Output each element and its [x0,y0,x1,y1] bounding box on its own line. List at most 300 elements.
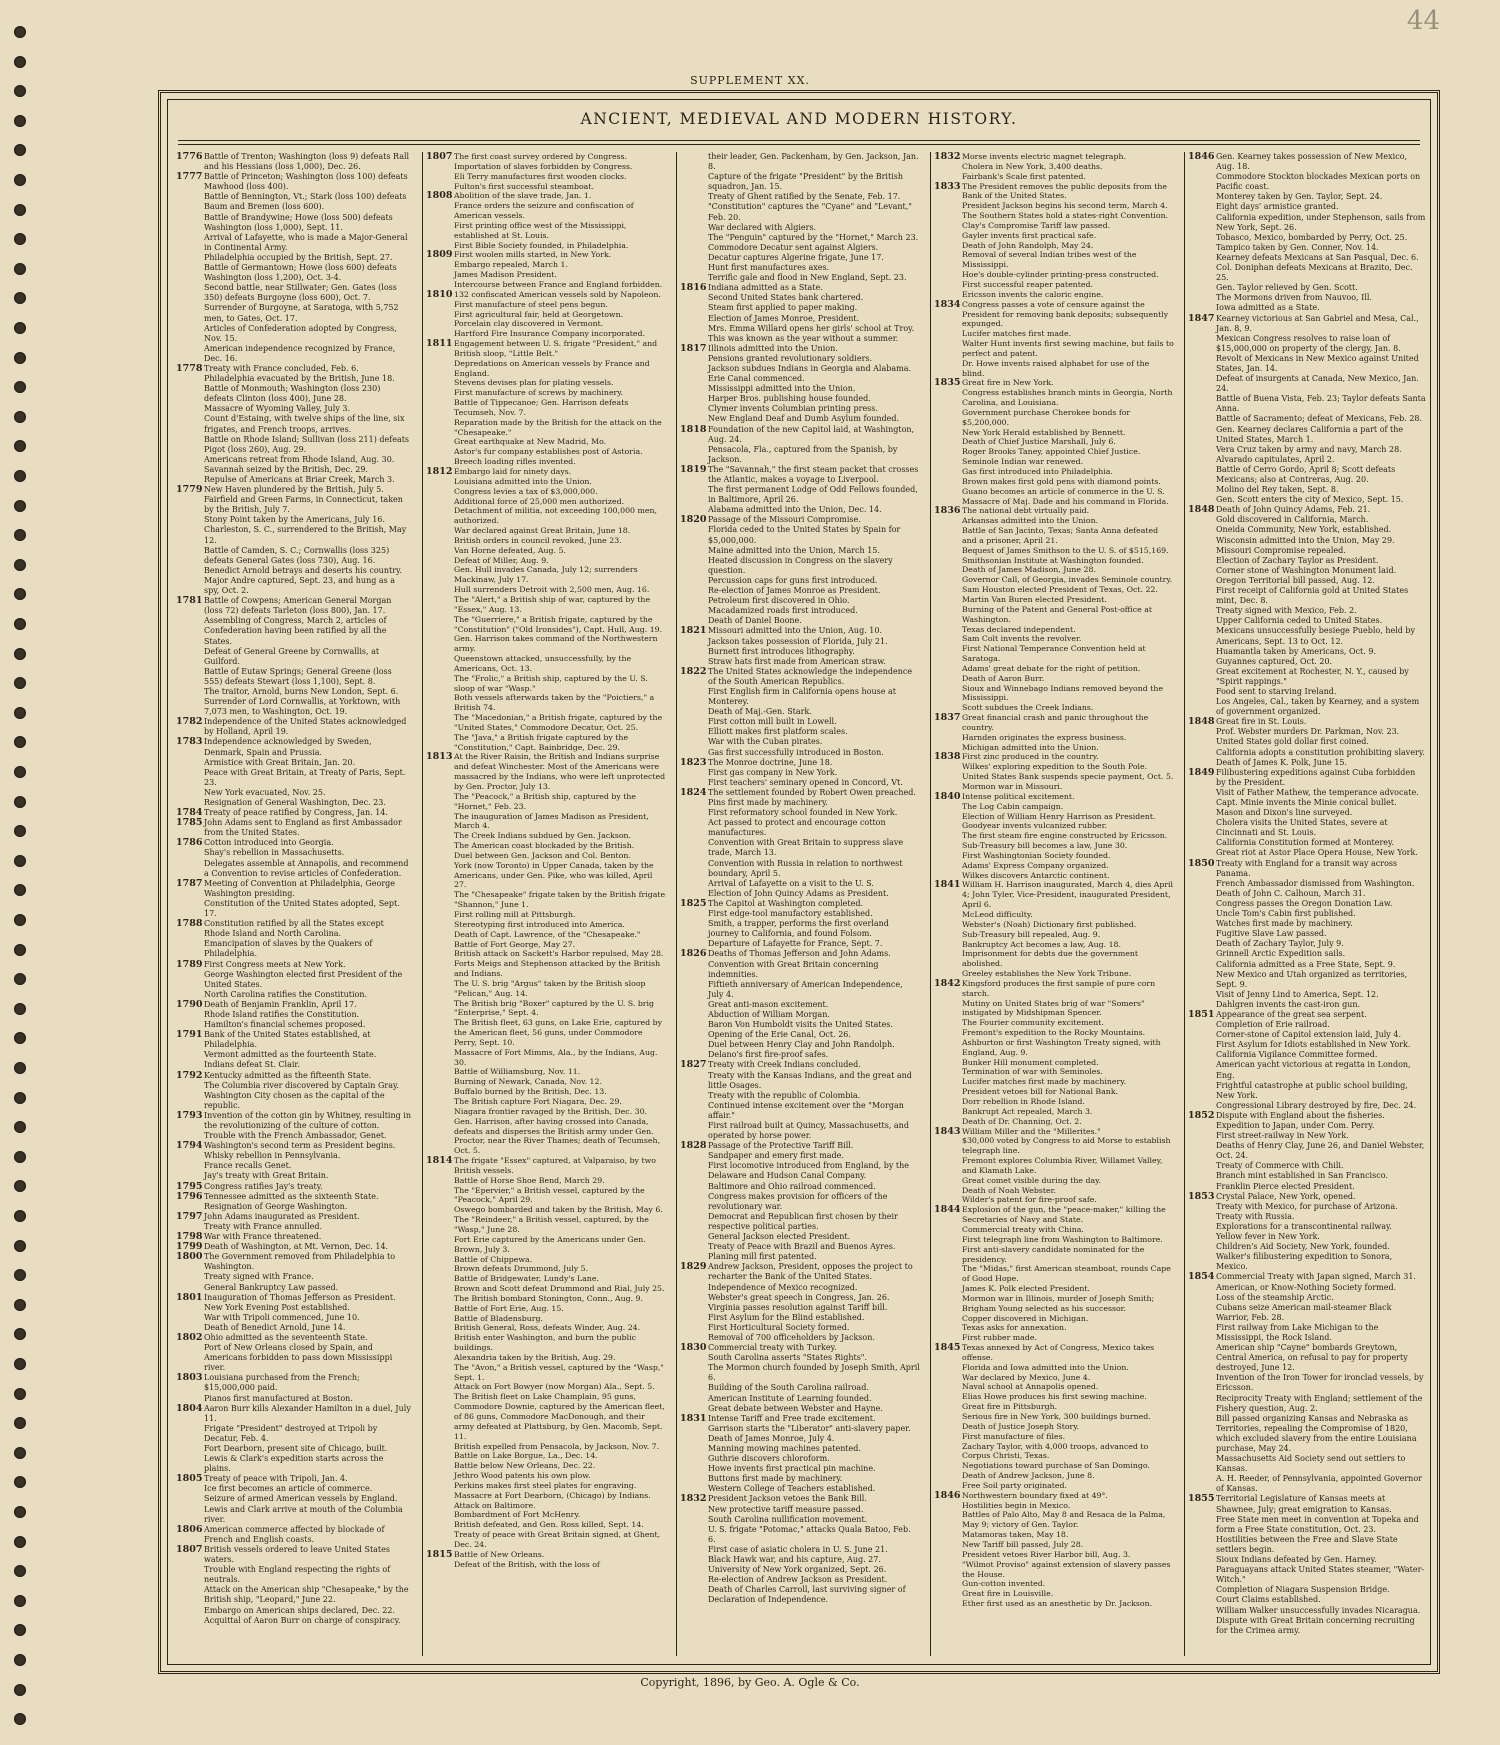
history-entry [1188,1040,1428,1050]
history-entry [176,616,414,646]
entry-event: Astor's fur company establishes post of Astoria. [454,447,643,457]
history-entry [934,182,1176,202]
history-entry [1188,1494,1428,1514]
history-entry [934,1097,1176,1107]
entry-event: Huamantla taken by Americans, Oct. 9. [1216,646,1376,656]
binding-hole [14,944,26,956]
history-entry [934,1186,1176,1196]
history-entry [426,260,668,270]
entry-event: Death of Noah Webster. [962,1185,1056,1195]
entry-event: War declared with Algiers. [708,222,817,232]
entry-event: Fairfield and Green Farms, in Connecticut, taken by the British, July 7. [204,495,403,515]
history-entry [176,596,414,616]
history-entry [1188,949,1428,959]
history-entry [934,1058,1176,1068]
history-entry [680,1000,922,1010]
entry-event: British attack on Sackett's Harbor repulsed, May 28. [454,949,664,959]
history-entry [1188,1060,1428,1080]
history-entry [680,1575,922,1585]
entry-event: Greeley establishes the New York Tribune. [962,969,1132,979]
history-entry [934,221,1176,231]
history-entry [934,556,1176,566]
history-entry [1188,445,1428,455]
history-entry [426,1077,668,1087]
entry-event: Children's Aid Society, New York, founded. [1216,1242,1390,1252]
entry-event: Deaths of Thomas Jefferson and John Adams. [708,949,891,959]
history-entry [680,1494,922,1504]
history-entry [1188,172,1428,192]
entry-event: First railroad built at Quincy, Massachusetts, and operated by horse power. [708,1121,909,1141]
entry-event: Battle of Chippewa. [454,1254,533,1264]
history-entry [934,841,1176,851]
entry-event: Embargo laid for ninety days. [454,467,572,476]
entry-event: Mason and Dixon's line surveyed. [1216,808,1353,818]
history-entry [1188,1515,1428,1535]
history-entry [680,465,922,485]
entry-event: Mississippi admitted into the Union. [708,384,856,394]
entry-event: Stereotyping first introduced into America. [454,919,625,929]
entry-event: Defeat of the British, with the loss of [454,1559,600,1569]
entry-event: The "Penguin" captured by the "Hornet," March 23. [708,232,919,242]
history-entry [680,1333,922,1343]
binding-hole [14,1062,26,1074]
history-entry [426,1442,668,1452]
entry-event: Walter Hunt invents first sewing machine, but fails to perfect and patent. [962,339,1174,358]
history-entry [934,506,1176,516]
entry-event: Battle on Rhode Island; Sullivan (loss 211) defeats Pigot (loss 260), Aug. 29. [204,434,410,454]
history-entry [1188,1030,1428,1040]
entry-event: A. H. Reeder, of Pennsylvania, appointed Governor of Kansas. [1216,1474,1422,1494]
history-entry [680,1141,922,1151]
entry-event: New Haven plundered by the British, July 5. [204,485,384,495]
entry-year: 1809 [426,249,453,261]
history-entry [680,314,922,324]
history-entry [934,231,1176,241]
entry-event: John Adams sent to England as first Ambassador from the United States. [204,818,402,838]
binding-hole [14,1476,26,1488]
history-entry [176,172,414,192]
entry-event: Second United States bank chartered. [708,293,864,303]
history-entry [176,939,414,959]
entry-event: Wisconsin admitted into the Union, May 29. [1216,535,1395,545]
entry-event: Death of Chief Justice Marshall, July 6. [962,437,1116,447]
column-divider [676,152,677,1656]
entry-event: Cholera in New York, 3,400 deaths. [962,161,1103,171]
entry-event: The frigate "Essex" captured, at Valparaiso, by two British vessels. [454,1156,656,1175]
entry-event: First locomotive introduced from England, by the Delaware and Hudson Canal Company. [708,1161,909,1181]
history-entry [934,1560,1176,1580]
entry-year: 1816 [680,282,707,294]
history-entry [934,565,1176,575]
history-entry [934,782,1176,792]
entry-event: Death of Benjamin Franklin, April 17. [204,999,357,1009]
entry-event: Los Angeles, Cal., taken by Kearney, and a system of government organized. [1216,697,1420,717]
entry-event: Death of Zachary Taylor, July 9. [1216,939,1344,949]
entry-event: Convention with Great Britain concerning indemnities. [708,959,879,979]
entry-year: 1815 [426,1548,453,1560]
entry-event: Hartford Fire Insurance Company incorporated. [454,329,645,339]
entry-event: Sioux Indians defeated by Gen. Harney. [1216,1555,1377,1565]
entry-event: First case of asiatic cholera in U. S. June 21. [708,1544,888,1554]
history-entry [934,270,1176,280]
entry-event: Duel between Gen. Jackson and Col. Benton. [454,850,631,860]
history-entry [680,586,922,596]
history-entry [680,889,922,899]
history-entry [934,1530,1176,1540]
binding-hole [14,529,26,541]
history-entry [426,319,668,329]
entry-event: The first permanent Lodge of Odd Fellows founded, in Baltimore, April 26. [708,485,918,505]
history-entry [1188,1111,1428,1121]
entry-event: Brown makes first gold pens with diamond points. [962,476,1161,486]
entry-event: Elias Howe produces his first sewing machine. [962,1392,1147,1402]
history-entry [1188,1343,1428,1373]
history-entry [934,1382,1176,1392]
entry-event: Independence acknowledged by Sweden, Denmark, Spain and Prussia. [204,737,372,757]
entry-year: 1830 [680,1342,707,1354]
entry-event: Burning of Newark, Canada, Nov. 12. [454,1077,602,1087]
entry-event: $30,000 voted by Congress to aid Morse to establish telegraph line. [962,1136,1171,1156]
history-entry [680,334,922,344]
entry-event: Ether first used as an anesthetic by Dr. Jackson. [962,1599,1153,1609]
entry-event: Election of Zachary Taylor as President. [1216,555,1379,565]
history-entry [934,1579,1176,1589]
entry-event: Death of James Madison, June 28. [962,565,1096,575]
history-entry [934,861,1176,871]
entry-event: The "Alert," a British ship of war, captured by the "Essex," Aug. 13. [454,594,651,614]
history-entry [426,1530,668,1550]
entry-year: 1807 [176,1543,203,1555]
history-entry [176,1071,414,1081]
entry-event: Second battle, near Stillwater; Gen. Gates (loss 350) defeats Burgoyne (loss 600), Oct. 7. [204,283,397,303]
history-entry [934,201,1176,211]
history-entry [680,949,922,959]
entry-event: Breech loading rifles invented. [454,457,576,467]
entry-event: Oregon Territorial bill passed, Aug. 12. [1216,575,1375,585]
history-entry [426,1097,668,1107]
entry-event: Bill passed organizing Kansas and Nebraska as Territories, repealing the Compromise of 1820, which excluded slavery from the entire Louisiana purchase, May 24. [1216,1413,1417,1453]
entry-event: Building of the South Carolina railroad. [708,1383,869,1393]
history-entry [176,899,414,919]
entry-year: 1808 [426,190,453,202]
entry-year: 1797 [176,1210,203,1222]
entry-event: Decatur captures Algerine frigate, June 17. [708,252,884,262]
entry-event: Alexandria taken by the British, Aug. 29. [454,1352,616,1362]
history-entry [176,768,414,788]
history-entry [426,959,668,979]
column-divider [930,152,931,1656]
entry-event: Americans retreat from Rhode Island, Aug. 30. [204,454,395,464]
binding-hole [14,1536,26,1548]
history-entry [426,398,668,418]
entry-event: The "Java," a British frigate captured by the "Constitution," Capt. Bainbridge, Dec. 29. [454,732,629,752]
entry-event: Eight days' armistice granted. [1216,202,1339,212]
entry-event: Reciprocity Treaty with England; settlement of the Fishery question, Aug. 2. [1216,1393,1423,1413]
history-entry [426,241,668,251]
entry-event: War with the Cuban pirates. [708,737,823,747]
history-entry [426,861,668,891]
binding-hole [14,440,26,452]
history-entry [1188,990,1428,1000]
history-entry [1188,1565,1428,1585]
entry-event: Webster's great speech in Congress, Jan. 26. [708,1292,890,1302]
history-entry [426,1510,668,1520]
history-entry [1188,314,1428,334]
entry-event: Explorations for a transcontinental railway. [1216,1221,1393,1231]
entry-event: Harper Bros. publishing house founded. [708,394,871,404]
history-entry [680,283,922,293]
column-divider [422,152,423,1656]
history-entry [1188,192,1428,202]
history-entry [680,192,922,202]
entry-event: Great debate between Webster and Hayne. [708,1403,883,1413]
entry-event: Re-election of James Monroe as President. [708,586,881,596]
entry-event: Adams' Express Company organized. [962,860,1109,870]
title-rule [178,140,1420,141]
history-entry [426,487,668,497]
history-entry [1188,1000,1428,1010]
history-entry [426,280,668,290]
history-entry [1188,737,1428,747]
entry-event: Fort Erie captured by the Americans under Gen. Brown, July 3. [454,1234,646,1254]
entry-event: Baron Von Humboldt visits the United States. [708,1020,894,1030]
entry-event: Macadamized roads first introduced. [708,606,858,616]
history-entry [934,851,1176,861]
history-entry [934,1491,1176,1501]
history-entry [176,758,414,768]
binding-hole [14,1595,26,1607]
history-entry [680,768,922,778]
history-entry [680,1293,922,1303]
history-entry [176,1091,414,1111]
entry-event: Wilkes' exploring expedition to the South Pole. [962,762,1148,772]
entry-event: New protective tariff measure passed. [708,1504,864,1514]
history-entry [1188,152,1428,172]
history-entry [1188,1131,1428,1141]
history-entry [680,1303,922,1313]
binding-hole [14,115,26,127]
entry-event: The "Midas," first American steamboat, rounds Cape of Good Hope. [962,1264,1171,1284]
entry-event: Kearney defeats Mexicans at San Pasqual, Dec. 6. [1216,252,1419,262]
entry-event: American commerce affected by blockade of French and English coasts. [204,1524,385,1544]
history-entry [680,1262,922,1282]
entry-event: Treaty of peace ratified by Congress, Jan. 14. [204,808,388,818]
entry-event: Battle below New Orleans, Dec. 22. [454,1461,596,1471]
entry-event: Defeat of Miller, Aug. 9. [454,555,549,565]
history-entry [934,1264,1176,1284]
entry-event: Pianos first manufactured at Boston. [204,1393,353,1403]
entry-event: Webster's (Noah) Dictionary first published. [962,919,1137,929]
history-entry [426,290,668,300]
entry-event: New Mexico and Utah organized as territories, Sept. 9. [1216,969,1408,989]
history-entry [934,634,1176,644]
entry-event: Stony Point taken by the Americans, July 16. [204,515,385,525]
entry-year: 1795 [176,1180,203,1192]
history-entry [426,812,668,832]
entry-year: 1845 [934,1342,961,1354]
history-entry [426,1264,668,1274]
entry-event: Corner stone of Washington Monument laid. [1216,565,1397,575]
history-entry [680,505,922,515]
history-entry [934,1412,1176,1422]
entry-event: Treaty of Peace with Brazil and Buenos Ayres. [708,1242,896,1252]
binding-hole [14,1654,26,1666]
history-entry [1188,546,1428,556]
entry-event: American Institute of Learning founded. [708,1393,872,1403]
history-entry [934,1540,1176,1550]
entry-year: 1847 [1188,312,1215,324]
supplement-heading: SUPPLEMENT XX. [690,74,810,87]
entry-event: Arrival of Lafayette on a visit to the U. S. [708,878,874,888]
page-number: 44 [1406,6,1440,36]
history-entry [176,848,414,858]
history-entry [1188,374,1428,394]
history-entry [176,213,414,233]
entry-event: Loss of the steamship Arctic. [1216,1292,1334,1302]
entry-year: 1788 [176,918,203,930]
history-entry [934,1442,1176,1462]
entry-event: Great fire in St. Louis. [1216,717,1307,727]
entry-event: United States Bank suspends specie payment, Oct. 5. [962,772,1174,782]
binding-hole [14,263,26,275]
entry-event: Massacre of Maj. Dade and his command in Florida. [962,496,1169,506]
entry-event: The Columbia river discovered by Captain Gray. [204,1080,399,1090]
history-entry [1188,1101,1428,1111]
entry-event: Battle of Williamsburg, Nov. 11. [454,1067,581,1077]
entry-event: Fairbank's Scale first patented. [962,171,1086,181]
entry-event: Democrat and Republican first chosen by their respective political parties. [708,1211,898,1231]
entry-year: 1785 [176,817,203,829]
entry-event: The Capitol at Washington completed. [708,898,864,908]
history-entry [176,1585,414,1605]
entry-year: 1843 [934,1125,961,1137]
history-entry [426,713,668,733]
entry-year: 1789 [176,958,203,970]
history-entry [176,667,414,687]
entry-event: Erie Canal commenced. [708,374,805,384]
history-entry [176,566,414,576]
history-entry [176,788,414,798]
entry-event: Fort Dearborn, present site of Chicago, built. [204,1444,388,1453]
entry-event: Bombardment of Fort McHenry. [454,1510,581,1520]
history-entry [680,1050,922,1060]
entry-event: Congressional Library destroyed by fire, Dec. 24. [1216,1100,1417,1110]
entry-event: Filibustering expeditions against Cuba forbidden by the President. [1216,767,1416,787]
binding-hole [14,470,26,482]
entry-event: Commodore Decatur sent against Algiers. [708,242,879,252]
history-entry [680,1151,922,1161]
entry-event: Black Hawk war, and his capture, Aug. 27. [708,1555,881,1565]
history-entry [176,465,414,475]
history-entry [1188,1212,1428,1222]
entry-event: Great financial crash and panic throughout the country. [962,713,1149,732]
entry-event: Engagement between U. S. frigate "President," and British sloop, "Little Belt." [454,339,658,358]
entry-event: Hamilton's financial schemes proposed. [204,1020,366,1030]
entry-event: Commercial treaty with China. [962,1224,1084,1234]
history-entry [680,909,922,919]
entry-event: Jethro Wood patents his own plow. [454,1471,591,1481]
entry-event: First anti-slavery candidate nominated for the presidency. [962,1244,1145,1264]
history-entry [426,910,668,920]
entry-event: First reformatory school founded in New York. [708,808,898,818]
history-entry [1188,1283,1428,1293]
history-entry [176,1081,414,1091]
history-entry [1188,202,1428,212]
entry-event: Ashburton or first Washington Treaty signed, with England, Aug. 9. [962,1037,1161,1057]
entry-event: Zachary Taylor, with 4,000 troops, advanced to Corpus Christi, Texas. [962,1441,1149,1461]
history-entry [680,576,922,586]
entry-event: Tennessee admitted as the sixteenth State. [204,1191,379,1201]
history-entry [934,920,1176,930]
entry-event: Opening of the Erie Canal, Oct. 26. [708,1030,851,1040]
history-entry [934,1136,1176,1156]
entry-event: The first coast survey ordered by Congress. [454,152,628,161]
history-entry [1188,1020,1428,1030]
entry-year: 1801 [176,1291,203,1303]
entry-event: Battle of Princeton; Washington (loss 100) defeats Mawhood (loss 400). [204,172,408,192]
history-entry [176,404,414,414]
entry-event: Yellow fever in New York. [1216,1232,1320,1242]
history-entry [426,733,668,753]
entry-event: First woolen mills started, in New York. [454,250,612,260]
entry-event: Andrew Jackson, President, opposes the project to recharter the Bank of the United States. [708,1262,913,1282]
entry-event: Virginia passes resolution against Tariff bill. [708,1302,888,1312]
history-entry [1188,505,1428,515]
entry-event: Queenstown attacked, unsuccessfully, by the Americans, Oct. 13. [454,654,632,673]
history-entry [176,879,414,899]
entry-year: 1827 [680,1059,707,1071]
entry-event: Benedict Arnold betrays and deserts his country. [204,565,403,575]
entry-event: First rubber made. [962,1333,1037,1343]
history-entry [680,485,922,505]
history-entry [934,1117,1176,1127]
entry-year: 1846 [934,1489,961,1501]
history-entry [680,1454,922,1464]
entry-event: Congress passes a vote of censure against the President for removing bank deposits; subsequently expunged. [962,299,1169,329]
history-entry [426,1067,668,1077]
history-entry [934,388,1176,408]
history-entry [176,435,414,455]
entry-event: Mutiny on United States brig of war "Somers" instigated by Midshipman Spencer. [962,998,1145,1018]
history-entry [934,1402,1176,1412]
history-entry [934,467,1176,477]
history-entry [176,1131,414,1141]
entry-event: Florida ceded to the United States by Spain for $5,000,000. [708,525,901,545]
entry-event: First agricultural fair, held at Georgetown. [454,309,624,319]
history-entry [426,1333,668,1353]
history-entry [934,447,1176,457]
history-entry [426,388,668,398]
entry-year: 1829 [680,1261,707,1273]
entry-event: University of New York organized, Sept. 26. [708,1565,887,1575]
entry-year: 1799 [176,1241,203,1253]
history-entry [934,457,1176,467]
binding-hole [14,707,26,719]
entry-event: Free Soil party originated. [962,1480,1068,1490]
entry-event: Both vessels afterwards taken by the "Poictiers," a British 74. [454,693,655,713]
history-entry [680,1353,922,1363]
entry-event: "Constitution" captures the "Cyane" and "Levant," Feb. 20. [708,202,912,222]
entry-event: Steam first applied to paper making. [708,303,858,313]
history-entry [680,515,922,525]
entry-event: Prof. Webster murders Dr. Parkman, Nov. 23. [1216,727,1400,737]
history-entry [1188,354,1428,374]
history-entry [934,1067,1176,1077]
history-entry [426,152,668,162]
history-entry [1188,838,1428,848]
entry-event: James K. Polk elected President. [962,1284,1090,1294]
history-entry [1188,495,1428,505]
